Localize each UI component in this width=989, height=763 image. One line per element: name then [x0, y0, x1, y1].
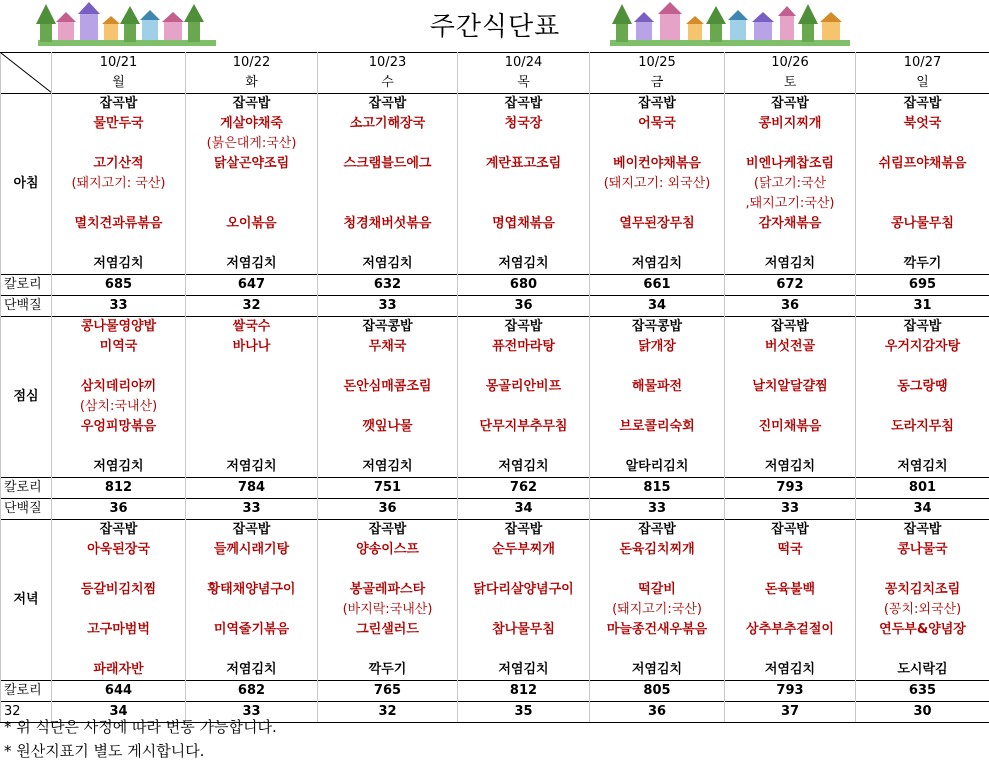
- menu-item: 우엉피망볶음: [52, 417, 186, 437]
- menu-item: [186, 397, 318, 417]
- calorie-value: 812: [458, 681, 590, 702]
- menu-item: [856, 397, 989, 417]
- menu-item: 미역국: [52, 337, 186, 357]
- menu-item: (바지락:국내산): [318, 600, 458, 620]
- protein-label: 단백질: [1, 296, 52, 317]
- calorie-label: 칼로리: [1, 681, 52, 702]
- menu-item: [725, 397, 856, 417]
- menu-item: [458, 437, 590, 457]
- menu-item: 그린샐러드: [318, 620, 458, 640]
- menu-item: 깍두기: [318, 660, 458, 681]
- menu-item: 떡국: [725, 540, 856, 560]
- menu-item: [725, 357, 856, 377]
- menu-item: 브로콜리숙회: [590, 417, 725, 437]
- menu-item: [458, 397, 590, 417]
- menu-item: [458, 357, 590, 377]
- date-header: 10/26: [725, 53, 856, 74]
- menu-item: [318, 234, 458, 254]
- calorie-value: 672: [725, 275, 856, 296]
- weekday-header: 목: [458, 73, 590, 94]
- menu-item: [318, 134, 458, 154]
- menu-item: 저염김치: [186, 457, 318, 478]
- menu-item: 잡곡밥: [590, 520, 725, 541]
- menu-item: [590, 194, 725, 214]
- menu-item: 미역줄기볶음: [186, 620, 318, 640]
- menu-item: [52, 194, 186, 214]
- calorie-value: 812: [52, 478, 186, 499]
- protein-value: 33: [186, 702, 318, 723]
- menu-item: [318, 357, 458, 377]
- menu-item: 저염김치: [186, 254, 318, 275]
- menu-item: 닭살곤약조림: [186, 154, 318, 174]
- menu-item: [186, 194, 318, 214]
- menu-item: [590, 437, 725, 457]
- menu-item: [458, 234, 590, 254]
- menu-item: 잡곡밥: [186, 94, 318, 115]
- menu-item: 명엽채볶음: [458, 214, 590, 234]
- menu-item: 황태채양념구이: [186, 580, 318, 600]
- protein-value: 36: [458, 296, 590, 317]
- menu-item: 콩나물무침: [856, 214, 989, 234]
- menu-item: [318, 194, 458, 214]
- menu-item: 단무지부추무침: [458, 417, 590, 437]
- calorie-value: 680: [458, 275, 590, 296]
- menu-item: 아욱된장국: [52, 540, 186, 560]
- calorie-value: 793: [725, 478, 856, 499]
- menu-item: 청경채버섯볶음: [318, 214, 458, 234]
- menu-item: [318, 397, 458, 417]
- menu-item: 잡곡밥: [725, 317, 856, 338]
- menu-item: 몽골리안비프: [458, 377, 590, 397]
- menu-item: 버섯전골: [725, 337, 856, 357]
- menu-item: 저염김치: [186, 660, 318, 681]
- menu-item: [186, 437, 318, 457]
- menu-item: 잡곡밥: [856, 317, 989, 338]
- menu-item: [458, 134, 590, 154]
- menu-item: 삼치데리야끼: [52, 377, 186, 397]
- menu-item: [186, 417, 318, 437]
- menu-item: 잡곡콩밥: [318, 317, 458, 338]
- calorie-value: 751: [318, 478, 458, 499]
- menu-item: [725, 560, 856, 580]
- menu-item: 저염김치: [725, 457, 856, 478]
- menu-item: 해물파전: [590, 377, 725, 397]
- menu-item: 돈육불백: [725, 580, 856, 600]
- menu-item: (돼지고기: 국산): [52, 174, 186, 194]
- weekday-header: 화: [186, 73, 318, 94]
- meal-label-breakfast: 아침: [1, 94, 52, 275]
- menu-item: 저염김치: [725, 660, 856, 681]
- menu-item: 들께시래기탕: [186, 540, 318, 560]
- menu-item: 쌀국수: [186, 317, 318, 338]
- menu-item: [725, 437, 856, 457]
- protein-value: 34: [52, 702, 186, 723]
- protein-label: 단백질: [1, 499, 52, 520]
- menu-item: 저염김치: [318, 457, 458, 478]
- menu-item: (삼치:국내산): [52, 397, 186, 417]
- menu-item: 잡곡콩밥: [590, 317, 725, 338]
- menu-item: 비엔나케찹조림: [725, 154, 856, 174]
- menu-item: 멸치견과류볶음: [52, 214, 186, 234]
- menu-item: (꽁치:외국산): [856, 600, 989, 620]
- protein-value: 33: [725, 499, 856, 520]
- protein-value: 31: [856, 296, 989, 317]
- menu-item: [186, 357, 318, 377]
- menu-item: 저염김치: [458, 457, 590, 478]
- menu-item: [186, 640, 318, 660]
- calorie-value: 765: [318, 681, 458, 702]
- menu-item: [186, 234, 318, 254]
- menu-item: 퓨전마라탕: [458, 337, 590, 357]
- protein-value: 36: [318, 499, 458, 520]
- weekday-header: 금: [590, 73, 725, 94]
- menu-item: [856, 437, 989, 457]
- calorie-value: 685: [52, 275, 186, 296]
- menu-item: 돈안심매콤조림: [318, 377, 458, 397]
- footnote-2: * 원산지표기 별도 게시합니다.: [4, 742, 205, 760]
- menu-item: [590, 357, 725, 377]
- menu-item: [52, 357, 186, 377]
- menu-item: 무채국: [318, 337, 458, 357]
- menu-item: (닭고기:국산: [725, 174, 856, 194]
- protein-value: 33: [590, 499, 725, 520]
- protein-value: 34: [856, 499, 989, 520]
- protein-value: 32: [186, 296, 318, 317]
- menu-item: 닭다리살양념구이: [458, 580, 590, 600]
- menu-item: [52, 560, 186, 580]
- date-header: 10/21: [52, 53, 186, 74]
- page-title: 주간식단표: [429, 12, 561, 42]
- menu-item: 저염김치: [590, 660, 725, 681]
- menu-item: [318, 640, 458, 660]
- menu-item: 북엇국: [856, 114, 989, 134]
- menu-item: [458, 174, 590, 194]
- village-illustration-right: [610, 2, 850, 46]
- menu-item: 도시락김: [856, 660, 989, 681]
- date-header: 10/24: [458, 53, 590, 74]
- menu-item: [590, 397, 725, 417]
- village-illustration-left: [36, 2, 216, 46]
- menu-item: 잡곡밥: [590, 94, 725, 115]
- menu-item: 바나나: [186, 337, 318, 357]
- menu-item: 콩비지찌개: [725, 114, 856, 134]
- menu-item: 연두부&양념장: [856, 620, 989, 640]
- calorie-value: 784: [186, 478, 318, 499]
- menu-item: 등갈비김치찜: [52, 580, 186, 600]
- menu-item: 콩나물영양밥: [52, 317, 186, 338]
- menu-item: 고기산적: [52, 154, 186, 174]
- menu-item: [318, 437, 458, 457]
- menu-item: 잡곡밥: [725, 94, 856, 115]
- calorie-value: 695: [856, 275, 989, 296]
- calorie-value: 647: [186, 275, 318, 296]
- protein-value: 36: [725, 296, 856, 317]
- menu-item: 꽁치김치조림: [856, 580, 989, 600]
- menu-item: 어묵국: [590, 114, 725, 134]
- calorie-value: 801: [856, 478, 989, 499]
- menu-item: [856, 234, 989, 254]
- weekly-menu-table: [0, 52, 989, 723]
- protein-value: 35: [458, 702, 590, 723]
- menu-item: 잡곡밥: [458, 94, 590, 115]
- menu-item: 계란표고조림: [458, 154, 590, 174]
- menu-item: 물만두국: [52, 114, 186, 134]
- date-header: 10/23: [318, 53, 458, 74]
- date-header: 10/22: [186, 53, 318, 74]
- menu-item: (돼지고기:국산): [590, 600, 725, 620]
- protein-value: 33: [318, 296, 458, 317]
- protein-value: 34: [590, 296, 725, 317]
- menu-item: [458, 194, 590, 214]
- menu-item: 잡곡밥: [458, 520, 590, 541]
- menu-item: 진미채볶음: [725, 417, 856, 437]
- menu-item: 순두부찌개: [458, 540, 590, 560]
- menu-item: [52, 640, 186, 660]
- menu-item: [856, 560, 989, 580]
- menu-item: 저염김치: [590, 254, 725, 275]
- calorie-value: 793: [725, 681, 856, 702]
- menu-item: 깍두기: [856, 254, 989, 275]
- weekday-header: 일: [856, 73, 989, 94]
- protein-value: 32: [318, 702, 458, 723]
- protein-value: 36: [590, 702, 725, 723]
- menu-item: 도라지무침: [856, 417, 989, 437]
- corner-cell: [1, 53, 52, 94]
- menu-item: 잡곡밥: [856, 520, 989, 541]
- protein-value: 36: [52, 499, 186, 520]
- menu-item: [856, 357, 989, 377]
- menu-item: 고구마범벅: [52, 620, 186, 640]
- menu-item: [52, 600, 186, 620]
- menu-item: 상추부추겉절이: [725, 620, 856, 640]
- menu-item: 잡곡밥: [52, 94, 186, 115]
- menu-item: 잡곡밥: [318, 520, 458, 541]
- menu-item: [725, 600, 856, 620]
- menu-item: [186, 600, 318, 620]
- menu-item: [856, 194, 989, 214]
- calorie-label: 칼로리: [1, 275, 52, 296]
- calorie-value: 644: [52, 681, 186, 702]
- calorie-label: 칼로리: [1, 478, 52, 499]
- menu-item: [318, 560, 458, 580]
- menu-item: [725, 640, 856, 660]
- menu-item: 참나물무침: [458, 620, 590, 640]
- menu-item: 잡곡밥: [52, 520, 186, 541]
- footnote-1: * 위 식단은 사정에 따라 변동 가능합니다.: [4, 718, 277, 736]
- menu-item: 콩나물국: [856, 540, 989, 560]
- meal-label-lunch: 점심: [1, 317, 52, 478]
- menu-item: 알타리김치: [590, 457, 725, 478]
- menu-item: [52, 437, 186, 457]
- menu-item: 저염김치: [52, 254, 186, 275]
- menu-item: 깻잎나물: [318, 417, 458, 437]
- calorie-value: 661: [590, 275, 725, 296]
- menu-item: 감자채볶음: [725, 214, 856, 234]
- menu-item: 저염김치: [458, 660, 590, 681]
- menu-item: [52, 134, 186, 154]
- menu-item: [590, 134, 725, 154]
- menu-item: 동그랑땡: [856, 377, 989, 397]
- calorie-value: 762: [458, 478, 590, 499]
- menu-item: 닭개장: [590, 337, 725, 357]
- calorie-value: 805: [590, 681, 725, 702]
- menu-item: 쉬림프야채볶음: [856, 154, 989, 174]
- menu-item: 돈육김치찌개: [590, 540, 725, 560]
- menu-item: 오이볶음: [186, 214, 318, 234]
- menu-item: 떡갈비: [590, 580, 725, 600]
- protein-value: 30: [856, 702, 989, 723]
- menu-item: 잡곡밥: [856, 94, 989, 115]
- calorie-value: 635: [856, 681, 989, 702]
- menu-item: 저염김치: [725, 254, 856, 275]
- menu-item: [458, 640, 590, 660]
- menu-item: [856, 640, 989, 660]
- protein-value: 34: [458, 499, 590, 520]
- weekday-header: 토: [725, 73, 856, 94]
- menu-item: 게살야채죽: [186, 114, 318, 134]
- menu-item: 저염김치: [52, 457, 186, 478]
- menu-item: 잡곡밥: [186, 520, 318, 541]
- menu-item: 마늘종건새우볶음: [590, 620, 725, 640]
- menu-item: [590, 640, 725, 660]
- menu-item: (붉은대게:국산): [186, 134, 318, 154]
- weekday-header: 수: [318, 73, 458, 94]
- menu-item: [186, 560, 318, 580]
- menu-item: 저염김치: [458, 254, 590, 275]
- date-header: 10/27: [856, 53, 989, 74]
- menu-item: [590, 560, 725, 580]
- calorie-value: 815: [590, 478, 725, 499]
- weekday-header: 월: [52, 73, 186, 94]
- calorie-value: 682: [186, 681, 318, 702]
- protein-label: 32: [1, 702, 52, 723]
- menu-item: 잡곡밥: [318, 94, 458, 115]
- protein-value: 33: [186, 499, 318, 520]
- menu-item: (돼지고기: 외국산): [590, 174, 725, 194]
- menu-item: 잡곡밥: [725, 520, 856, 541]
- date-header: 10/25: [590, 53, 725, 74]
- menu-item: [590, 234, 725, 254]
- meal-label-dinner: 저녁: [1, 520, 52, 681]
- menu-item: [186, 377, 318, 397]
- menu-item: [186, 174, 318, 194]
- menu-item: [856, 174, 989, 194]
- protein-value: 37: [725, 702, 856, 723]
- menu-item: [458, 600, 590, 620]
- menu-item: [725, 234, 856, 254]
- menu-item: [52, 234, 186, 254]
- menu-item: 파래자반: [52, 660, 186, 681]
- menu-item: [856, 134, 989, 154]
- menu-item: ,돼지고기:국산): [725, 194, 856, 214]
- menu-item: 우거지감자탕: [856, 337, 989, 357]
- menu-item: 날치알달걀찜: [725, 377, 856, 397]
- menu-item: 열무된장무침: [590, 214, 725, 234]
- protein-value: 33: [52, 296, 186, 317]
- menu-item: [725, 134, 856, 154]
- menu-item: 소고기해장국: [318, 114, 458, 134]
- menu-item: 스크램블드에그: [318, 154, 458, 174]
- menu-item: 베이컨야채볶음: [590, 154, 725, 174]
- menu-item: 저염김치: [318, 254, 458, 275]
- menu-item: 봉골레파스타: [318, 580, 458, 600]
- calorie-value: 632: [318, 275, 458, 296]
- menu-item: 청국장: [458, 114, 590, 134]
- menu-item: [458, 560, 590, 580]
- menu-item: 양송이스프: [318, 540, 458, 560]
- menu-item: [318, 174, 458, 194]
- menu-item: 저염김치: [856, 457, 989, 478]
- menu-item: 잡곡밥: [458, 317, 590, 338]
